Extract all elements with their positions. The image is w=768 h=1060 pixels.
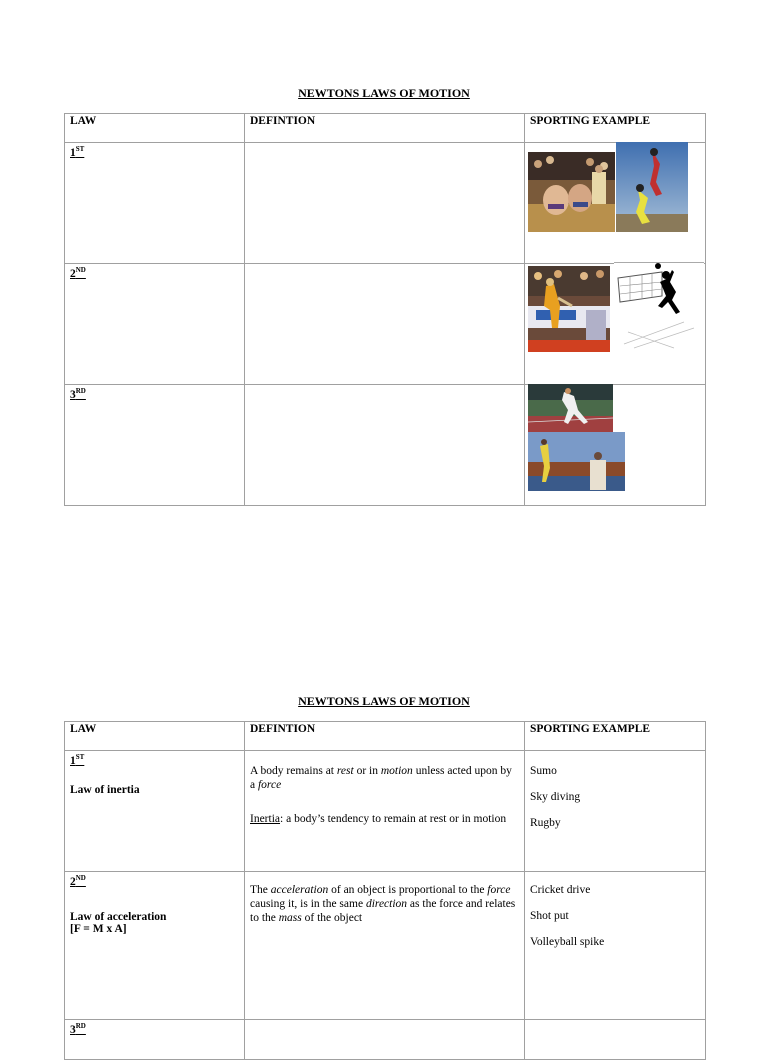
law-cell	[65, 1020, 245, 1060]
header-law: LAW	[65, 114, 245, 143]
law-cell	[65, 143, 245, 264]
definition-cell	[245, 385, 525, 506]
header-example: SPORTING EXAMPLE	[525, 722, 706, 751]
definition-cell	[245, 264, 525, 385]
laws-table-filled	[64, 721, 706, 1060]
volleyball-spike-icon	[614, 262, 704, 352]
definition-cell	[245, 751, 525, 872]
example-cell	[525, 872, 706, 1020]
example-item: Cricket drive	[530, 884, 591, 896]
law-cell	[65, 751, 245, 872]
example-cell	[525, 751, 706, 872]
law-cell	[65, 264, 245, 385]
rugby-run-photo-icon	[528, 384, 613, 432]
table-row	[65, 1020, 706, 1060]
header-law: LAW	[65, 722, 245, 751]
law-cell	[65, 385, 245, 506]
definition-cell	[245, 1020, 525, 1060]
cricket-photo-icon	[528, 266, 610, 352]
law-cell	[65, 872, 245, 1020]
example-item: Volleyball spike	[530, 936, 605, 948]
definition-text: A body remains at rest or in motion unless acted upon by a force	[250, 765, 512, 791]
header-example: SPORTING EXAMPLE	[525, 114, 706, 143]
definition-cell	[245, 872, 525, 1020]
table-row	[65, 872, 706, 1020]
law-ordinal: 1ST	[70, 145, 85, 159]
page-title: NEWTONS LAWS OF MOTION	[298, 694, 470, 708]
inertia-text: Inertia: a body’s tendency to remain at rest or in motion	[250, 813, 507, 825]
law-formula: [F = M x A]	[70, 922, 127, 935]
law-ordinal: 2ND	[70, 874, 86, 888]
law-name: Law of acceleration	[70, 910, 167, 923]
table-header-row	[65, 722, 706, 751]
example-item: Sky diving	[530, 791, 581, 803]
table-header-row	[65, 114, 706, 143]
example-item: Rugby	[530, 817, 561, 829]
header-definition: DEFINTION	[245, 114, 525, 143]
example-cell	[525, 1020, 706, 1060]
law-ordinal: 1ST	[70, 753, 85, 767]
definition-text: The acceleration of an object is proportional to the force causing it, is in the same direction as the force and relates to the mass of the object	[250, 884, 516, 924]
skydiving-photo-icon	[616, 142, 688, 232]
definition-cell	[245, 143, 525, 264]
shot-put-photo-icon	[528, 432, 625, 491]
law-ordinal: 3RD	[70, 1022, 86, 1036]
example-item: Shot put	[530, 910, 569, 922]
law-ordinal: 2ND	[70, 266, 86, 280]
law-ordinal: 3RD	[70, 387, 86, 401]
law-name: Law of inertia	[70, 783, 140, 796]
example-item: Sumo	[530, 765, 557, 777]
page-title: NEWTONS LAWS OF MOTION	[298, 86, 470, 100]
sumo-photo-icon	[528, 152, 615, 232]
header-definition: DEFINTION	[245, 722, 525, 751]
table-row	[65, 751, 706, 872]
